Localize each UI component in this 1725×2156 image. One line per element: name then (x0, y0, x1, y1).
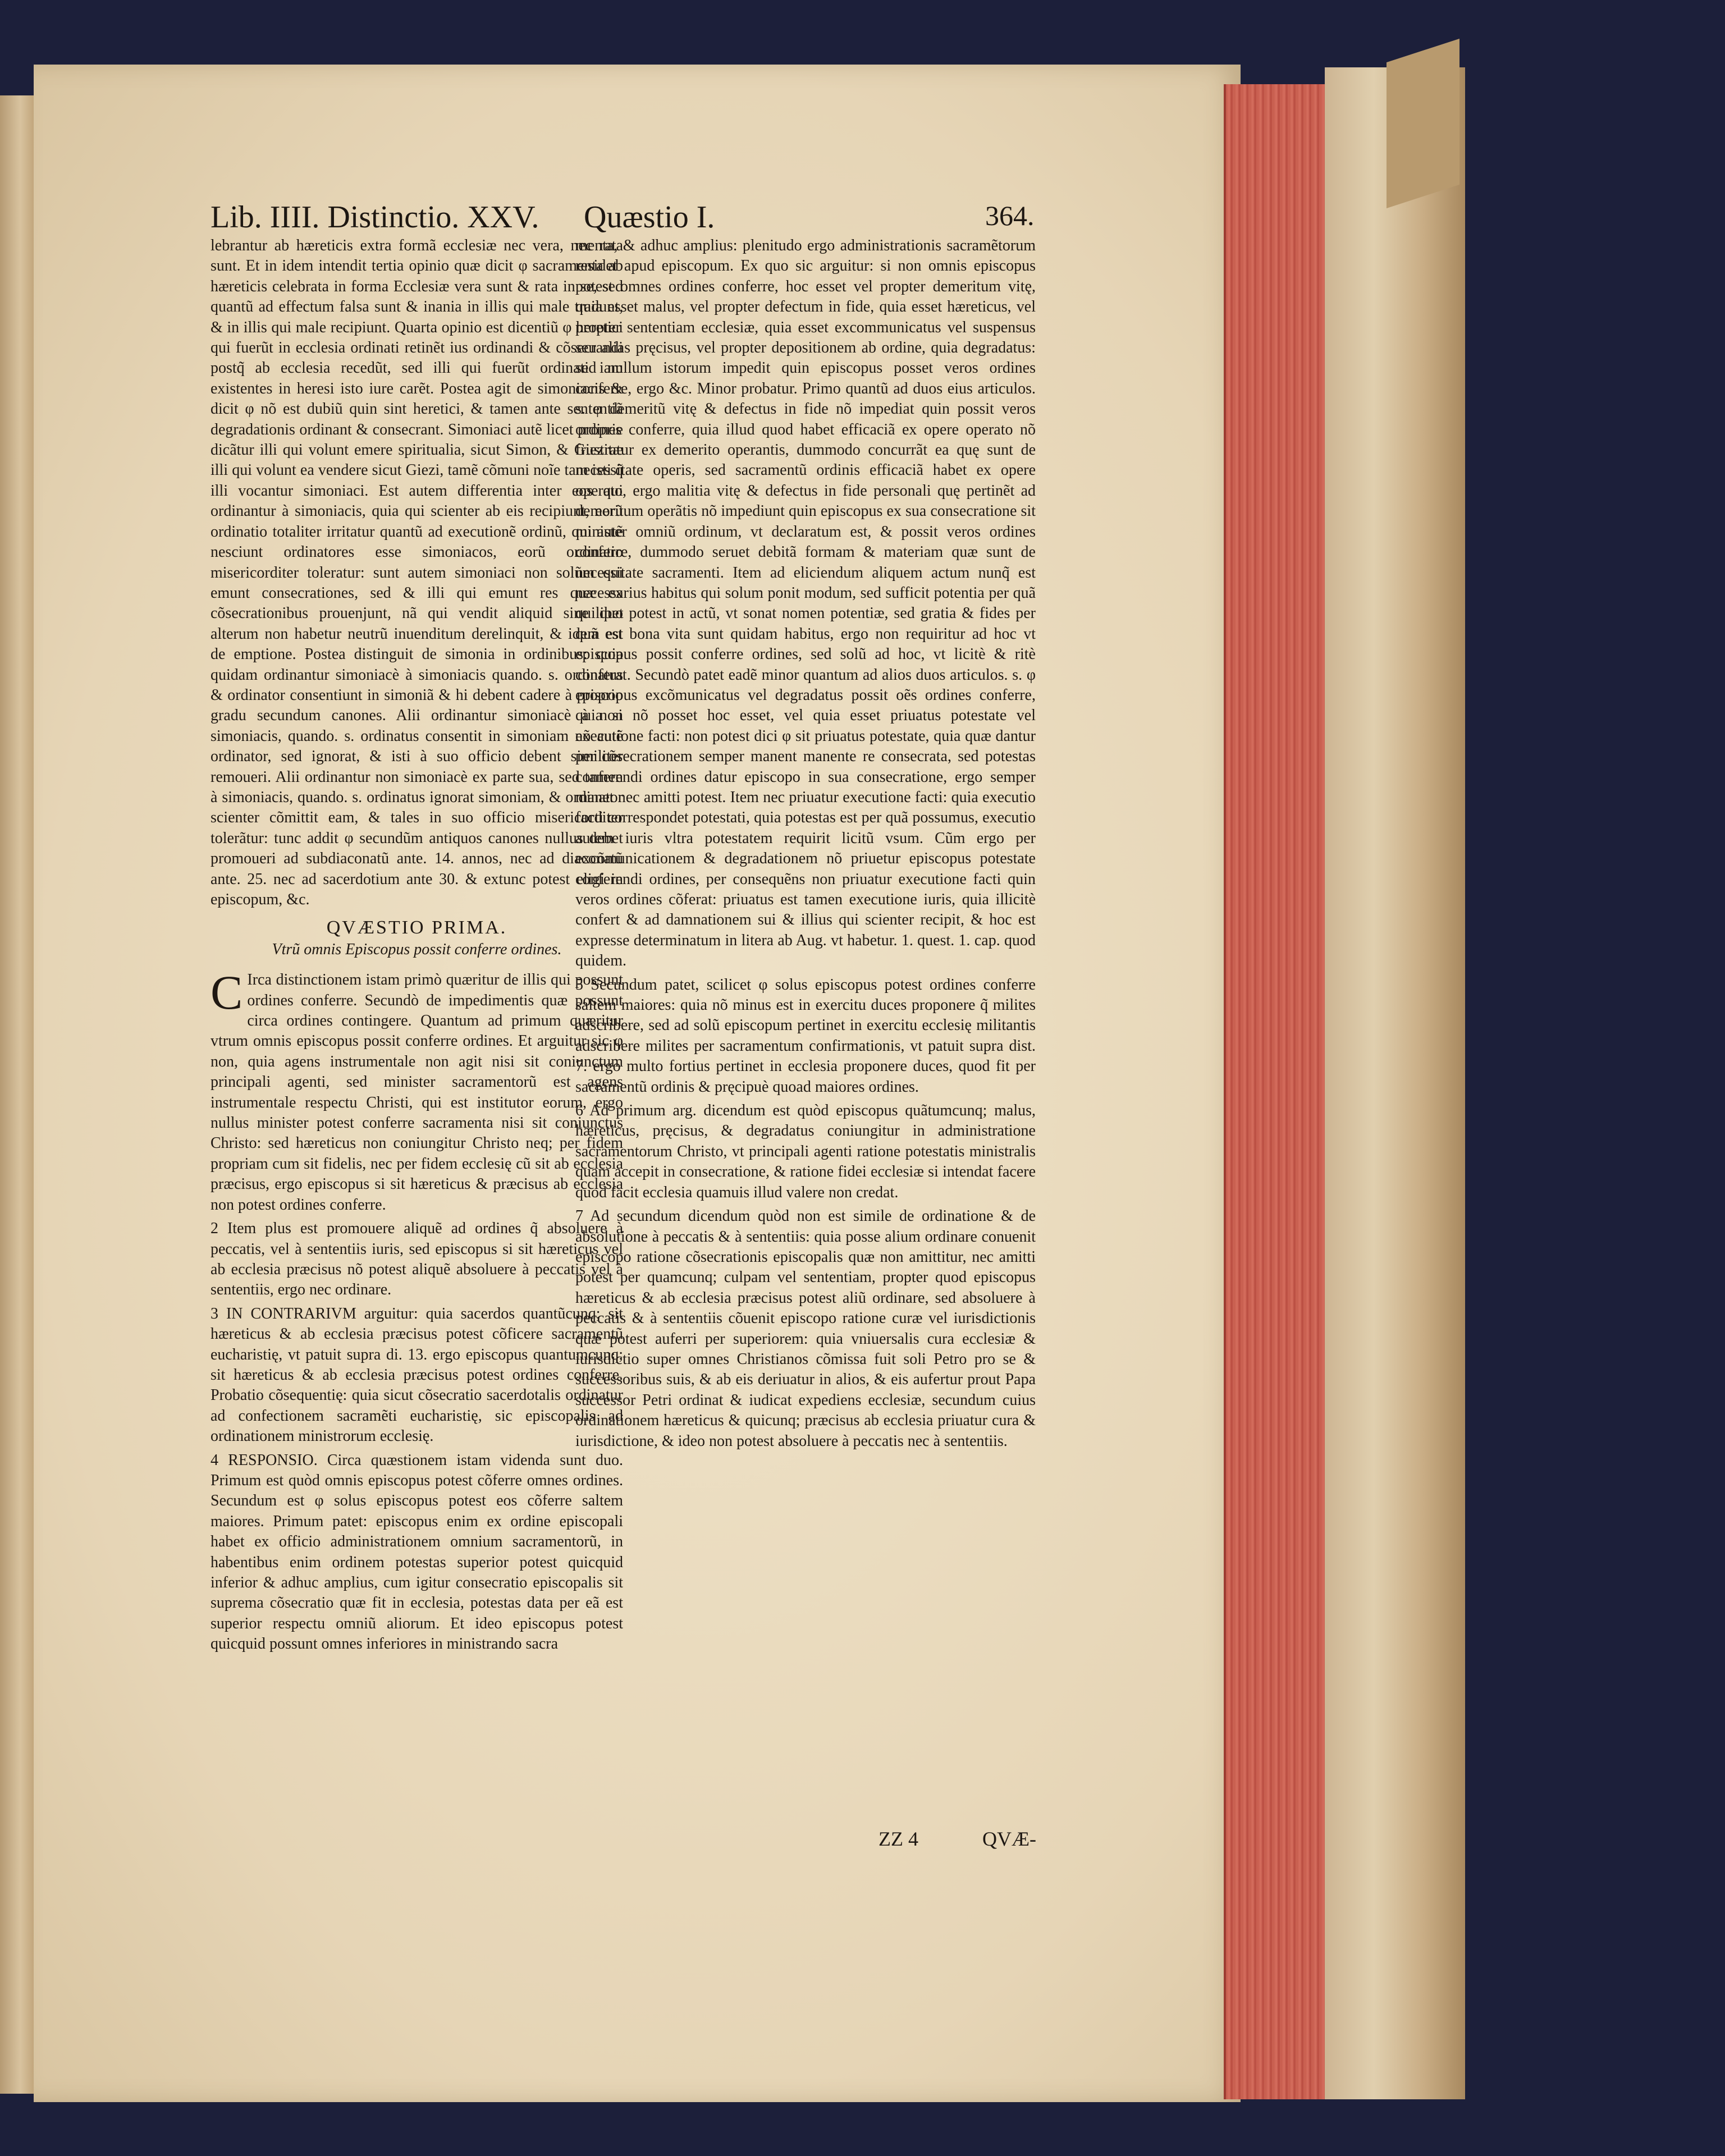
catchword: QVÆ- (982, 1828, 1036, 1850)
paragraph-4: 4 RESPONSIO. Circa quæstionem istam videnda sunt duo. Primum est quòd omnis episcopus potest cõferre omnes ordines. Secundum est φ solus episcopus potest eos cõferre saltem maiores. Primum patet: episcopus enim ex ordine episcopali habet ex officio administrationem omnium sacramentorũ, in habentibus enim ordinem potestas superior potest quicquid inferior & adhuc amplius, cum igitur consecratio episcopalis sit suprema cõsecratio quæ fit in ecclesia, potestas data per eã est superior respectu omniũ aliorum. Et ideo episcopus potest quicquid possunt omnes inferiores in ministrando sacra (211, 1451, 623, 1653)
page-number: 364. (985, 200, 1035, 231)
intro-paragraph: lebrantur ab hæreticis extra formã ecclesiæ nec vera, nec rata sunt. Et in idem intendit tertia opinio quæ dicit φ sacramenta ab hæreticis celebrata in forma Ecclesiæ vera sunt & rata in se, sed quantũ ad effectum falsa sunt & inania in illis qui male tradunt, & in illis qui male recipiunt. Quarta opinio est dicentiũ φ heretici qui fuerũt in ecclesia ordinati retinẽt ius ordinandi & cõsecrandi postq̃ ab ecclesia recedũt, sed illi qui fuerũt ordinati iam existentes in heresi isto iure carẽt. Postea agit de simoniacis & dicit φ nõ est dubiũ quin sint heretici, & tamen ante sententiã degradationis ordinant & consecrant. Simoniaci autẽ licet proprie dicãtur illi qui volunt emere spiritualia, sicut Simon, & Giezitæ illi qui volunt ea vendere sicut Giezi, tamẽ cõmuni noĩe tam isti q̃ illi vocantur simoniaci. Est autem differentia inter eos qui ordinantur à simoniacis, quia qui scienter ab eis recipiunt, eorũ ordinatio totaliter irritatur quantũ ad executionẽ ordinũ, qui autẽ nesciunt ordinatores esse simoniacos, eorũ ordinatio misericorditer toleratur: sunt autem simoniaci non solũm qui emunt consecrationes, sed & illi qui emunt res quæ ex cõsecrationibus prouenjunt, nã qui vendit aliquid sine quo alterum non habetur neutrũ inuenditum derelinquit, & idem est de emptione. Postea distinguit de simonia in ordinibus: quia quidam ordinantur simoniacè à simoniacis quando. s. ordinatus & ordinator consentiunt in simoniã & hi debent cadere à proprio gradu secundum canones. Alii ordinantur simoniacè à non simoniacis, quando. s. ordinatus consentit in simoniam nõ autẽ ordinator, sed ignorat, & isti à suo officio debent similiter remoueri. Alii ordinantur non simoniacè ex parte sua, sed tamen à simoniacis, quando. s. ordinatus ignorat simoniam, & ordinator scienter cõmittit eam, & tales in suo officio misericorditer tolerãtur: tunc addit φ secundũm antiquos canones nullus debet promoueri ad subdiaconatũ ante. 14. annos, nec ad diaconatũ ante. 25. nec ad sacerdotium ante 30. & extunc potest eligi in episcopum, &c. (211, 237, 623, 908)
paragraph-8: 7 Ad secundum dicendum quòd non est simile de ordinatione & de absolutione à peccatis & à sententiis: quia posse alium ordinare conuenit episcopo ratione cõsecrationis episcopalis quæ non amittitur, nec amitti potest per quamcunq; culpam vel sententiam, propter quod episcopus hæreticus & ab ecclesia præcisus potest aliũ ordinare, sed absoluere à peccatis & à sententiis cõuenit episcopo ratione curæ vel iurisdictionis quæ potest auferri per superiorem: quia vniuersalis cura ecclesiæ & iurisdictio super omnes Christianos cõmissa fuit soli Petro pro se & successoribus suis, & ab eis deriuatur in alios, & eis aufertur prout Papa successor Petri ordinat & iudicat expediens ecclesiæ, secundum cuius ordinationem hæreticus & quicunq; præcisus ab ecclesia priuatur cura & iurisdictione, & ideo non potest absoluere à peccatis nec à sententiis. (575, 1207, 1036, 1450)
question-subheading: Vtrũ omnis Episcopus possit conferre ordines. (272, 940, 562, 958)
signature-mark: ZZ 4 (878, 1828, 918, 1850)
paragraph-2: 2 Item plus est promouere aliquẽ ad ordines q̃ absoluere à peccatis, vel à sententiis iuris, sed episcopus si sit hæreticus vel ab ecclesia præcisus nõ potest aliquẽ absoluere à peccatis vel à sententiis, ergo nec ordinare. (211, 1220, 623, 1299)
drop-capital: C (211, 965, 243, 1020)
left-column (211, 236, 623, 1658)
paragraph-1 (211, 965, 623, 1215)
paragraph-1-text: Irca distinctionem istam primò quæritur de illis qui possunt ordines conferre. Secundò de impedimentis quæ possunt circa ordines contingere. Quantum ad primum quæritur vtrum omnis episcopus possit conferre ordines. Et arguitur sic φ non, quia agens instrumentale non agit nisi sit coniunctum principali agenti, sed minister sacramentorũ est agens instrumentale respectu Christi, qui est institutor eorum, ergo nullus minister potest conferre sacramenta nisi sit coniunctus Christo: sed hæreticus non coniungitur Christo neq; per fidem propriam cum sit fidelis, nec per fidem ecclesię cũ sit ab ecclesia præcisus, ergo episcopus si sit hæreticus & præcisus ab ecclesia non potest ordines conferre. (211, 971, 623, 1214)
vellum-binding (1325, 67, 1465, 2099)
paragraph-5: menta, & adhuc amplius: plenitudo ergo administrationis sacramẽtorum residet apud episcopum. Ex quo sic arguitur: si non omnis episcopus potest omnes ordines conferre, hoc esset vel propter demeritum vitę, quia esset malus, vel propter defectum in fide, quia esset hæreticus, vel propter sententiam ecclesiæ, quia esset excommunicatus vel suspensus seu alias pręcisus, vel propter depositionem ab ordine, quia degradatus: sed nullum istorum impedit quin episcopus posset veros ordines conferre, ergo &c. Minor probatur. Primo quantũ ad duos eius articulos. s. φ demeritũ vitę & defectus in fide nõ impediat quin possit veros ordines conferre, quia illud quod habet efficaciã ex opere operato nõ frustratur ex demerito operantis, dummodo concurrãt ea quę sunt de necessitate operis, sed sacramentũ ordinis efficaciã habet ex opere operato, ergo malitia vitę & defectus in fide personali quę pertinẽt ad demeritum operãtis nõ impediunt quin episcopus ex sua consecratione sit minister omniũ ordinum, vt declaratum est, & possit veros ordines conferre, dummodo seruet debitã formam & materiam quæ sunt de necessitate sacramenti. Item ad eliciendum aliquem actum nunq̃ est necessarius habitus qui solum ponit modum, sed sufficit potentia per quã quilibet potest in actũ, vt sonat nomen potentiæ, sed gratia & fides per quã est bona vita sunt quidam habitus, ergo non requiritur ad hoc vt episcopus possit conferre ordines, sed solũ ad hoc, vt licitè & ritè conferat. Secundò patet eadẽ minor quantum ad alios duos articulos. s. φ episcopus excõmunicatus vel degradatus possit oẽs ordines conferre, quia si nõ posset hoc esset, vel quia esset priuatus potestate vel executione facti: non potest dici φ sit priuatus potestate, quia quæ dantur per cõsecrationem semper manent manente re consecrata, sed potestas conferendi ordines datur episcopo in sua consecratione, ergo semper manet nec amitti potest. Item nec priuatur executione facti: quia executio facti correspondet potestati, quia potestas est per quã possumus, executio autem iuris vltra potestatem requirit licitũ vsum. Cũm ergo per excõmunicationem & degradationem nõ priuetur episcopus potestate conferendi ordines, per consequẽns non priuatur executione facti quin veros ordines cõferat: priuatus est tamen executione iuris, quia illicitè confert & ad damnationem sui & illius qui scienter recipit, & hoc est expresse determinatum in litera ab Aug. vt habetur. 1. quest. 1. cap. quod quidem. (575, 237, 1036, 970)
red-page-edges (1224, 84, 1327, 2099)
paragraph-7: 6 Ad primum arg. dicendum est quòd episcopus quãtumcunq; malus, hæreticus, pręcisus, & degradatus coniungitur in administratione sacramentorum Christo, vt principali agenti ratione potestatis ministralis quam accepit in consecratione, & ratione fidei ecclesiæ si intendat facere quod facit ecclesia quamuis illud valere non credat. (575, 1102, 1036, 1201)
right-column (575, 236, 1036, 1455)
question-title: Quæstio I. (584, 200, 715, 235)
vellum-flap (1387, 39, 1459, 208)
paragraph-6: 5 Secundum patet, scilicet φ solus episcopus potest ordines conferre saltem maiores: quia nõ minus est in exercitu duces proponere q̃ milites adscribere, sed ad solũ episcopum pertinet in exercitu ecclesię militantis adscribere milites per sacramentum confirmationis, vt patuit supra dist. 7. ergo multo fortius pertinet in ecclesia proponere duces, quod fit per sacramentũ ordinis & pręcipuè quoad maiores ordines. (575, 976, 1036, 1096)
paragraph-3: 3 IN CONTRARIVM arguitur: quia sacerdos quantũcunq; sit hæreticus & ab ecclesia præcisus potest cõficere sacramentũ eucharistię, vt patuit supra di. 13. ergo episcopus quantumcunq; sit hæreticus & ab ecclesia præcisus potest ordines conferre. Probatio cõsequentię: quia sicut cõsecratio sacerdotalis ordinatur ad confectionem sacramẽti eucharistię, sic episcopalis ad ordinationem ministrorum ecclesię. (211, 1304, 623, 1445)
book-distinction-title: Lib. IIII. Distinctio. XXV. (211, 200, 539, 235)
running-head (211, 199, 1053, 239)
question-heading: QVÆSTIO PRIMA. (326, 917, 507, 939)
left-page-edge (0, 95, 34, 2094)
